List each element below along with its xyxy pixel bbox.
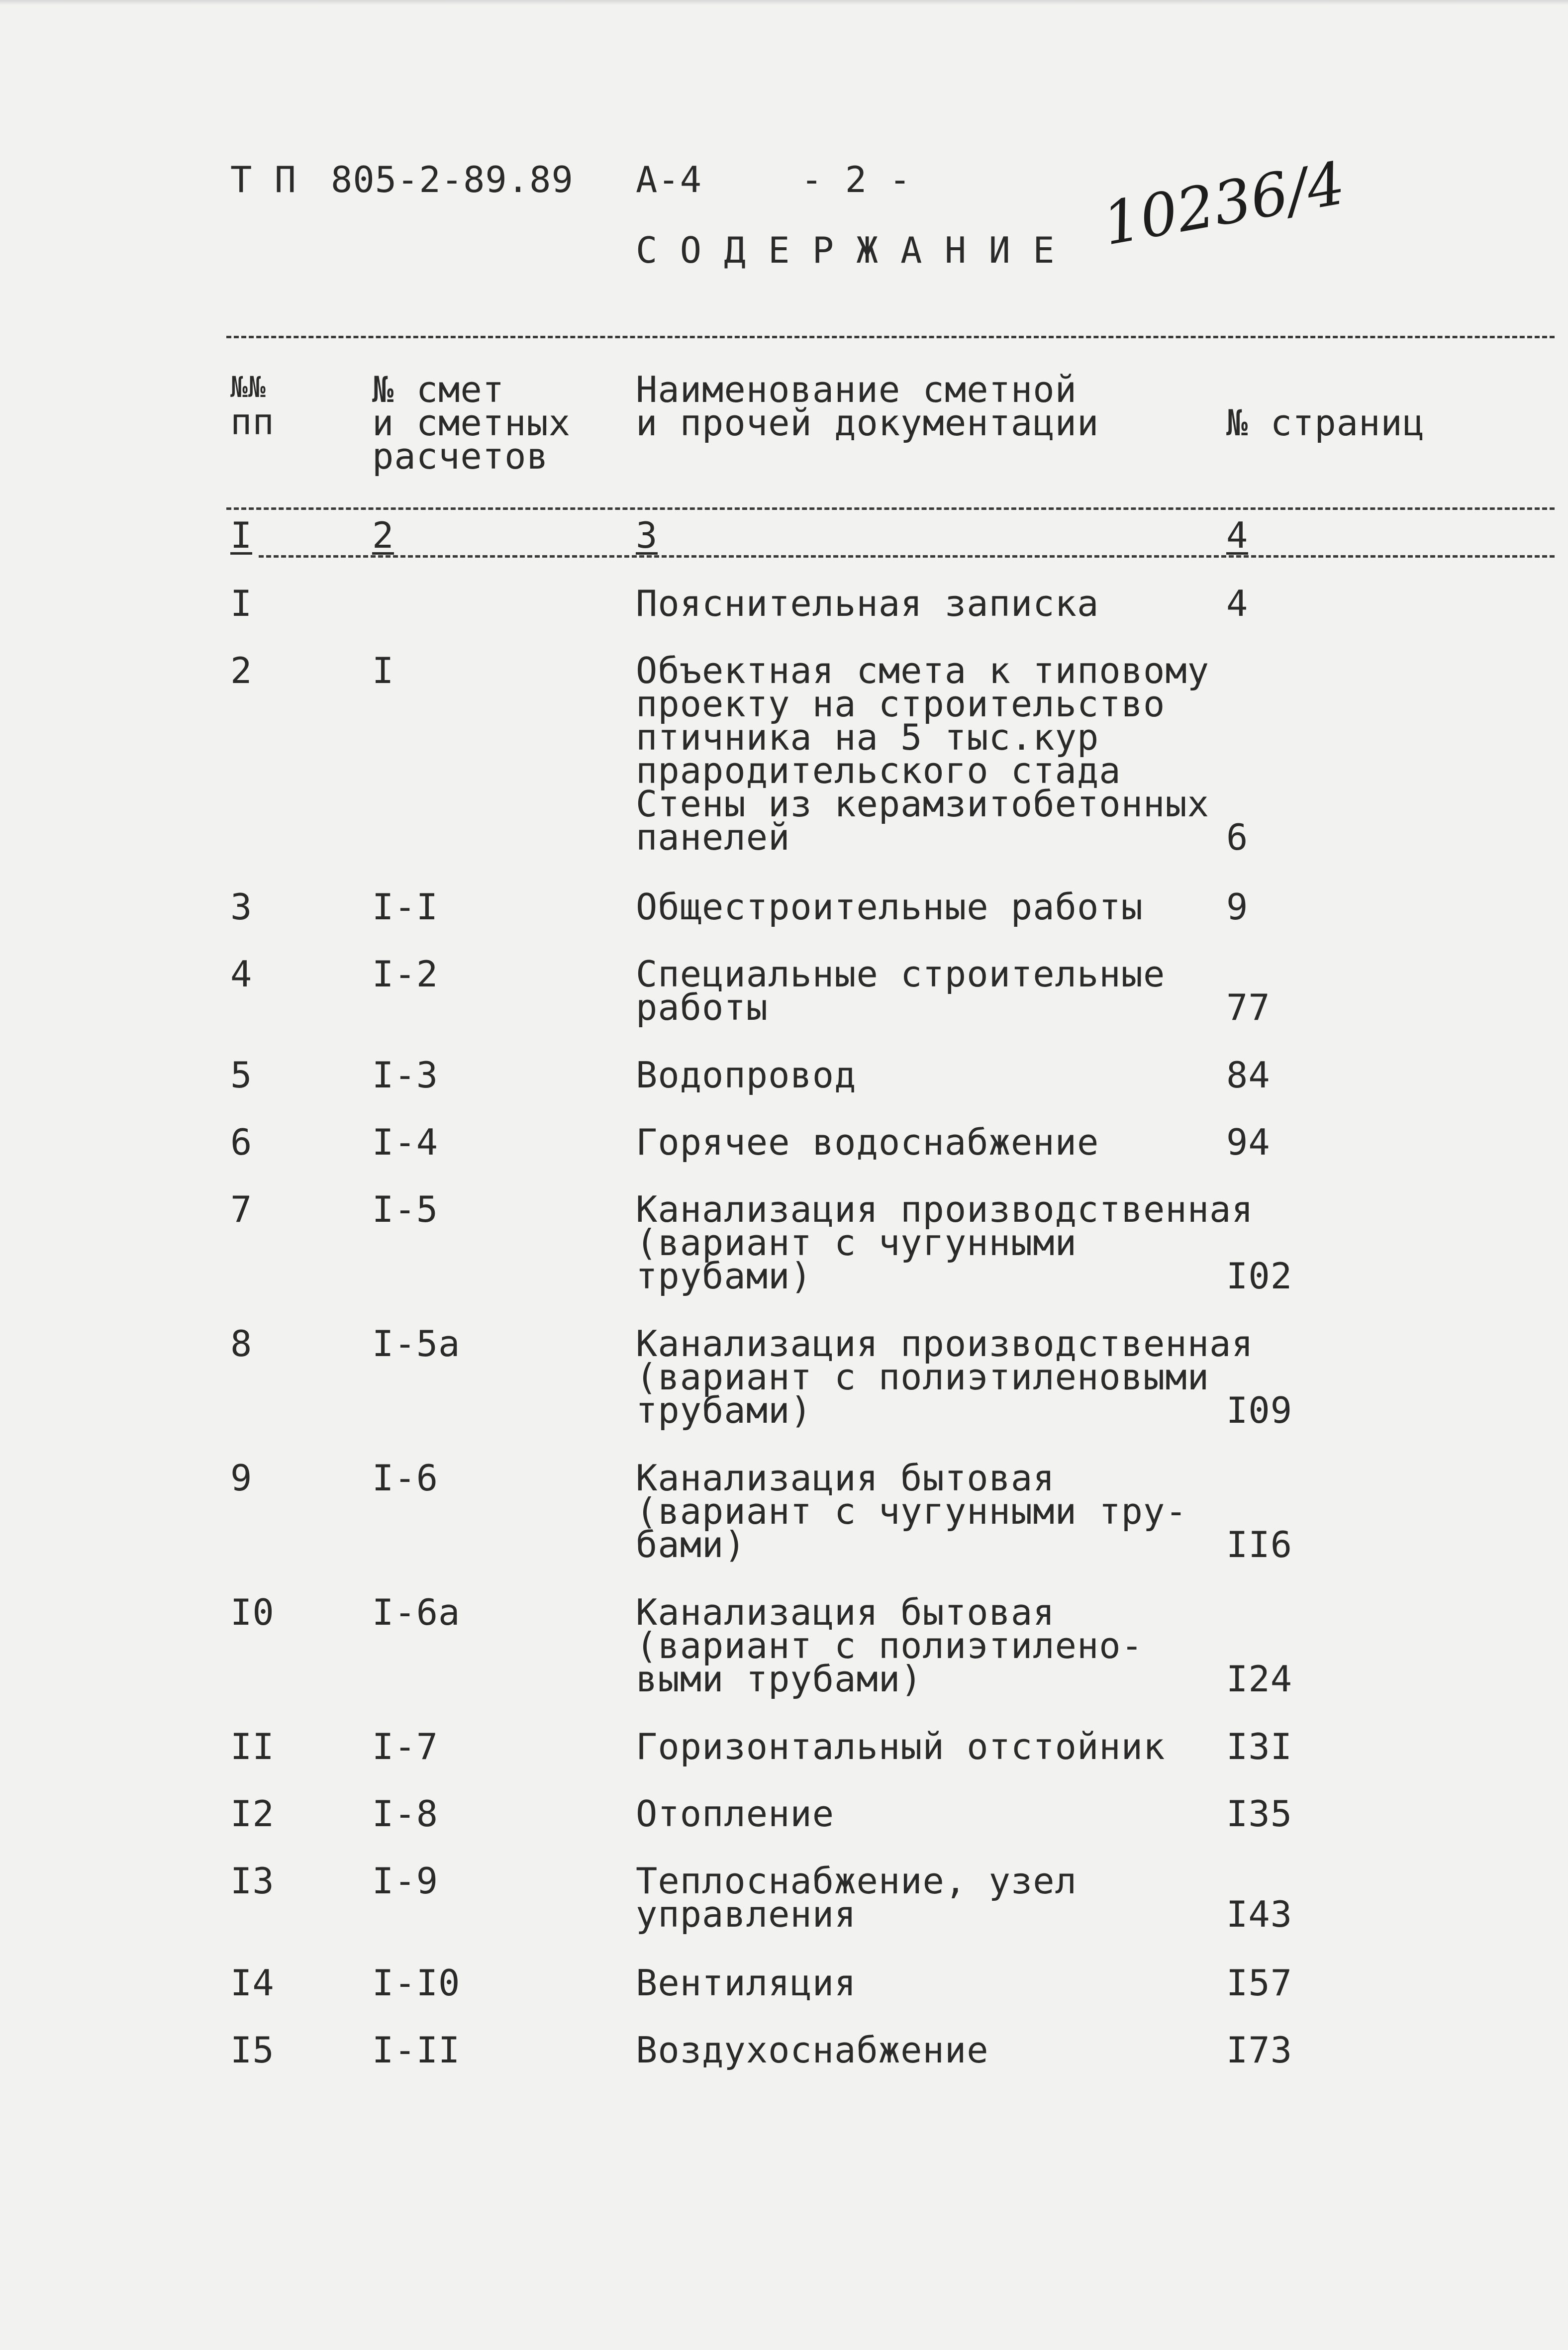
row-page-number: 84 [1226,1054,1271,1096]
col2-header-line1: № смет [372,369,505,410]
row-number: I5 [230,2029,275,2071]
col-number-4: 4 [1226,514,1249,556]
row-name-line: бами) [636,1524,746,1566]
doc-code-prefix: Т П [230,159,297,200]
row-estimate-number: I-4 [372,1121,439,1163]
col1-header-line1: №№ [230,370,266,404]
rule-under-header [226,507,1555,510]
row-number: 9 [230,1457,253,1499]
row-name-line: Горизонтальный отстойник [636,1726,1166,1767]
row-name-line: Вентиляция [636,1962,857,2004]
row-name-line: проекту на строительство [636,683,1166,725]
album-number: А-4 [636,159,702,200]
row-name-line: Отопление [636,1793,835,1835]
col2-header-line2: и сметных [372,402,571,444]
row-estimate-number: I [372,650,394,691]
row-estimate-number: I-2 [372,953,439,995]
row-estimate-number: I-I0 [372,1962,461,2004]
row-name-line: трубами) [636,1255,812,1297]
row-name-line: трубами) [636,1389,812,1431]
row-name-line: птичника на 5 тыс.кур [636,716,1099,758]
row-name-line: Теплоснабжение, узел [636,1860,1077,1902]
page-title: С О Д Е Р Ж А Н И Е [636,229,1055,271]
rule-col-numbers [259,555,1555,558]
row-number: 2 [230,650,253,691]
col4-header: № страниц [1226,402,1425,444]
row-name-line: Общестроительные работы [636,886,1143,928]
col-number-1: I [230,514,253,556]
row-number: 8 [230,1323,253,1365]
row-number: 3 [230,886,253,928]
row-page-number: I73 [1226,2029,1293,2071]
row-name-line: Пояснительная записка [636,583,1099,624]
row-name-line: Канализация производственная [636,1323,1254,1365]
page-number: - 2 - [801,159,911,200]
row-name-line: прародительского стада [636,750,1121,791]
col1-header-line2: пп [230,401,275,443]
row-number: 4 [230,953,253,995]
row-estimate-number: I-3 [372,1054,439,1096]
row-name-line: Стены из керамзитобетонных [636,783,1210,825]
row-page-number: I57 [1226,1962,1293,2004]
row-number: I3 [230,1860,275,1902]
row-name-line: работы [636,986,769,1028]
row-name-line: Специальные строительные [636,953,1166,995]
row-name-line: (вариант с чугунными [636,1222,1077,1264]
row-name-line: Объектная смета к типовому [636,650,1210,691]
row-name-line: управления [636,1893,857,1935]
row-number: 7 [230,1188,253,1230]
handwritten-number: 10236/4 [1097,148,1350,259]
row-estimate-number: I-I [372,886,439,928]
col-number-3: 3 [636,514,658,556]
row-estimate-number: I-6а [372,1591,461,1633]
row-page-number: I35 [1226,1793,1293,1835]
row-name-line: (вариант с полиэтиленовыми [636,1356,1210,1398]
col3-header-line2: и прочей документации [636,402,1099,444]
row-number: 5 [230,1054,253,1096]
row-page-number: 6 [1226,816,1249,858]
row-page-number: 77 [1226,986,1271,1028]
row-page-number: I3I [1226,1726,1293,1767]
row-number: I4 [230,1962,275,2004]
row-estimate-number: I-5а [372,1323,461,1365]
row-estimate-number: I-II [372,2029,461,2071]
row-name-line: Горячее водоснабжение [636,1121,1099,1163]
rule-top [226,336,1555,338]
row-number: I0 [230,1591,275,1633]
row-number: 6 [230,1121,253,1163]
col2-header-line3: расчетов [372,435,549,477]
row-estimate-number: I-9 [372,1860,439,1902]
doc-code: 805-2-89.89 [331,159,574,200]
row-name-line: Канализация бытовая [636,1591,1055,1633]
row-estimate-number: I-5 [372,1188,439,1230]
row-name-line: выми трубами) [636,1658,923,1700]
row-page-number: 9 [1226,886,1249,928]
row-number: II [230,1726,275,1767]
col3-header-line1: Наименование сметной [636,369,1077,410]
row-name-line: (вариант с чугунными тру- [636,1490,1187,1532]
row-name-line: панелей [636,816,790,858]
row-name-line: Водопровод [636,1054,857,1096]
col-number-2: 2 [372,514,394,556]
row-page-number: I24 [1226,1658,1293,1700]
row-page-number: I43 [1226,1893,1293,1935]
scan-top-edge [0,0,1568,5]
row-estimate-number: I-7 [372,1726,439,1767]
row-page-number: I02 [1226,1255,1293,1297]
row-page-number: II6 [1226,1524,1293,1566]
row-name-line: Канализация бытовая [636,1457,1055,1499]
row-number: I2 [230,1793,275,1835]
row-name-line: Воздухоснабжение [636,2029,989,2071]
row-page-number: I09 [1226,1389,1293,1431]
row-number: I [230,583,253,624]
row-estimate-number: I-8 [372,1793,439,1835]
row-page-number: 94 [1226,1121,1271,1163]
row-estimate-number: I-6 [372,1457,439,1499]
row-name-line: (вариант с полиэтилено- [636,1625,1143,1666]
row-page-number: 4 [1226,583,1249,624]
row-name-line: Канализация производственная [636,1188,1254,1230]
